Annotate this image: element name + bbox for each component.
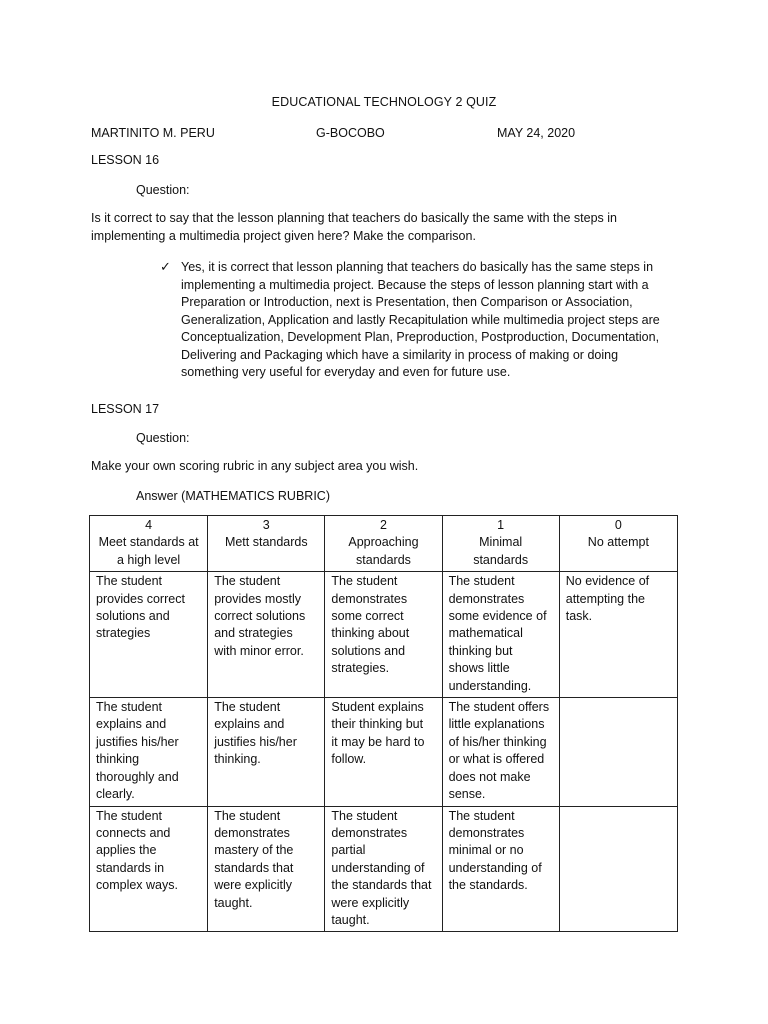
rubric-cell-line: The student <box>96 574 163 589</box>
rubric-cell-line: The student <box>96 808 163 823</box>
rubric-cell-line: thoroughly and <box>96 769 179 784</box>
rubric-cell-line: correct solutions <box>214 609 306 624</box>
rubric-cell-line: thinking <box>96 752 140 767</box>
rubric-cell-line: and strategies <box>214 626 293 641</box>
score-description: Minimal <box>479 535 523 550</box>
rubric-cell-line: The student <box>331 574 398 589</box>
rubric-cell-line: or what is offered <box>448 752 545 767</box>
rubric-cell-line: applies the <box>96 843 157 858</box>
rubric-cell <box>442 698 559 806</box>
score-value: 4 <box>145 518 153 532</box>
rubric-row <box>90 572 678 698</box>
rubric-cell <box>90 806 208 932</box>
rubric-cell-line: task. <box>565 609 593 624</box>
rubric-cell-line: solutions and <box>331 643 406 658</box>
score-description: standards <box>473 552 529 567</box>
rubric-cell <box>208 698 325 806</box>
rubric-cell <box>90 572 208 698</box>
rubric-cell <box>559 572 677 698</box>
rubric-cell <box>208 572 325 698</box>
rubric-cell-line: justifies his/her <box>96 734 179 749</box>
rubric-cell-line: some evidence of <box>448 609 547 624</box>
rubric-cell-line: were explicitly <box>331 895 410 910</box>
score-value: 1 <box>497 518 505 532</box>
rubric-cell-line: it may be hard to <box>331 734 425 749</box>
lesson-17-question-label: Question: <box>136 431 190 445</box>
rubric-cell-line: complex ways. <box>96 878 178 893</box>
lesson-17-heading: LESSON 17 <box>91 402 160 416</box>
rubric-header-row <box>90 516 678 572</box>
student-section: G-BOCOBO <box>316 126 385 140</box>
rubric-cell-line: thinking. <box>214 752 261 767</box>
rubric-cell-line: understanding of <box>331 860 425 875</box>
rubric-cell-line: demonstrates <box>214 825 290 840</box>
rubric-cell-line: sense. <box>448 787 486 802</box>
mathematics-rubric-table <box>89 515 678 932</box>
rubric-header-cell <box>208 516 325 572</box>
answer-line: Yes, it is correct that lesson planning that teachers do basically has the same steps in <box>181 260 654 274</box>
rubric-cell-line: of his/her thinking <box>448 734 547 749</box>
rubric-cell-line: The student <box>96 700 163 715</box>
answer-line: Delivering and Packaging which have a similarity in process of making or doing <box>181 347 619 362</box>
rubric-cell-line: standards that <box>214 860 294 875</box>
rubric-cell-line: provides mostly <box>214 591 302 606</box>
rubric-cell-line: The student <box>448 574 515 589</box>
score-description: Meet standards at <box>98 535 199 550</box>
rubric-cell-line: some correct <box>331 609 404 624</box>
rubric-row <box>90 806 678 932</box>
score-description: Mett standards <box>224 535 308 550</box>
rubric-cell-line: clearly. <box>96 787 135 802</box>
question-line: implementing a multimedia project given here? Make the comparison. <box>91 228 476 243</box>
student-info-row <box>0 125 768 143</box>
rubric-cell-line: understanding. <box>448 678 532 693</box>
rubric-cell-line: does not make <box>448 769 531 784</box>
rubric-cell <box>325 806 442 932</box>
quiz-date: MAY 24, 2020 <box>497 126 576 140</box>
rubric-cell-line: explains and <box>96 717 167 732</box>
rubric-cell <box>325 572 442 698</box>
rubric-cell <box>442 572 559 698</box>
rubric-cell-line: follow. <box>331 752 367 767</box>
rubric-cell-line: little explanations <box>448 717 545 732</box>
rubric-cell-line: mastery of the <box>214 843 294 858</box>
rubric-cell-line: The student <box>214 700 281 715</box>
rubric-row <box>90 698 678 806</box>
answer-line: Generalization, Application and lastly Recapitulation while multimedia project steps are <box>181 312 660 327</box>
rubric-cell-line: the standards. <box>448 878 528 893</box>
lesson-17-question-text: Make your own scoring rubric in any subject area you wish. <box>91 459 419 473</box>
score-description: a high level <box>116 552 181 567</box>
rubric-cell-line: partial <box>331 843 366 858</box>
rubric-cell-line: their thinking but <box>331 717 424 732</box>
rubric-cell <box>442 806 559 932</box>
rubric-cell-line: strategies. <box>331 661 390 676</box>
score-value: 0 <box>614 518 622 532</box>
document-title: EDUCATIONAL TECHNOLOGY 2 QUIZ <box>271 95 497 109</box>
rubric-cell-line: taught. <box>214 895 253 910</box>
rubric-cell-line: No evidence of <box>565 574 650 589</box>
rubric-cell-line: thinking about <box>331 626 410 641</box>
score-description: standards <box>356 552 411 567</box>
score-value: 3 <box>262 518 270 532</box>
rubric-cell-line: Student explains <box>331 700 424 715</box>
lesson-16-question-label: Question: <box>136 183 190 197</box>
rubric-cell-line: attempting the <box>565 591 645 606</box>
rubric-cell <box>559 698 677 806</box>
rubric-cell-line: The student offers <box>448 700 550 715</box>
rubric-cell-line: explains and <box>214 717 285 732</box>
lesson-16-answer <box>181 259 681 382</box>
lesson-16-heading: LESSON 16 <box>91 153 160 167</box>
rubric-cell-line: strategies <box>96 626 151 641</box>
rubric-cell-line: The student <box>214 574 281 589</box>
rubric-cell-line: understanding of <box>448 860 542 875</box>
score-value: 2 <box>379 518 387 532</box>
score-description: Approaching <box>348 535 419 550</box>
rubric-cell-line: demonstrates <box>331 591 408 606</box>
rubric-header-cell <box>90 516 208 572</box>
rubric-header-cell <box>442 516 559 572</box>
rubric-cell-line: thinking but <box>448 643 513 658</box>
rubric-header-cell <box>559 516 677 572</box>
score-description: No attempt <box>587 535 649 550</box>
rubric-cell-line: solutions and <box>96 609 170 624</box>
student-name: MARTINITO M. PERU <box>91 126 215 140</box>
rubric-cell-line: The student <box>448 808 515 823</box>
rubric-cell-line: with minor error. <box>214 643 304 658</box>
rubric-cell-line: demonstrates <box>448 825 525 840</box>
rubric-cell-line: The student <box>214 808 281 823</box>
rubric-cell-line: standards in <box>96 860 165 875</box>
rubric-cell-line: taught. <box>331 912 370 927</box>
answer-line: Conceptualization, Development Plan, Preproduction, Postproduction, Documentation, <box>181 330 660 344</box>
rubric-cell-line: minimal or no <box>448 843 524 858</box>
rubric-cell-line: the standards that <box>331 878 432 893</box>
rubric-cell <box>325 698 442 806</box>
checkmark-icon: ✓ <box>160 259 171 274</box>
rubric-cell <box>559 806 677 932</box>
answer-line: implementing a multimedia project. Because the steps of lesson planning start with a <box>181 277 649 292</box>
answer-line: something very useful for everyday and even for future use. <box>181 365 511 379</box>
rubric-cell <box>208 806 325 932</box>
rubric-cell-line: mathematical <box>448 626 523 641</box>
rubric-header-cell <box>325 516 442 572</box>
question-line: Is it correct to say that the lesson planning that teachers do basically the same with the steps in <box>91 211 617 225</box>
rubric-cell-line: provides correct <box>96 591 185 606</box>
rubric-answer-label: Answer (MATHEMATICS RUBRIC) <box>136 489 330 503</box>
rubric-cell-line: shows little <box>448 661 510 676</box>
rubric-cell <box>90 698 208 806</box>
rubric-cell-line: were explicitly <box>214 878 292 893</box>
rubric-cell-line: The student <box>331 808 398 823</box>
rubric-cell-line: demonstrates <box>331 825 408 840</box>
answer-line: Preparation or Introduction, next is Presentation, then Comparison or Association, <box>181 295 633 309</box>
rubric-cell-line: connects and <box>96 825 171 840</box>
rubric-cell-line: demonstrates <box>448 591 525 606</box>
lesson-16-question-text <box>91 210 691 245</box>
rubric-cell-line: justifies his/her <box>214 734 297 749</box>
